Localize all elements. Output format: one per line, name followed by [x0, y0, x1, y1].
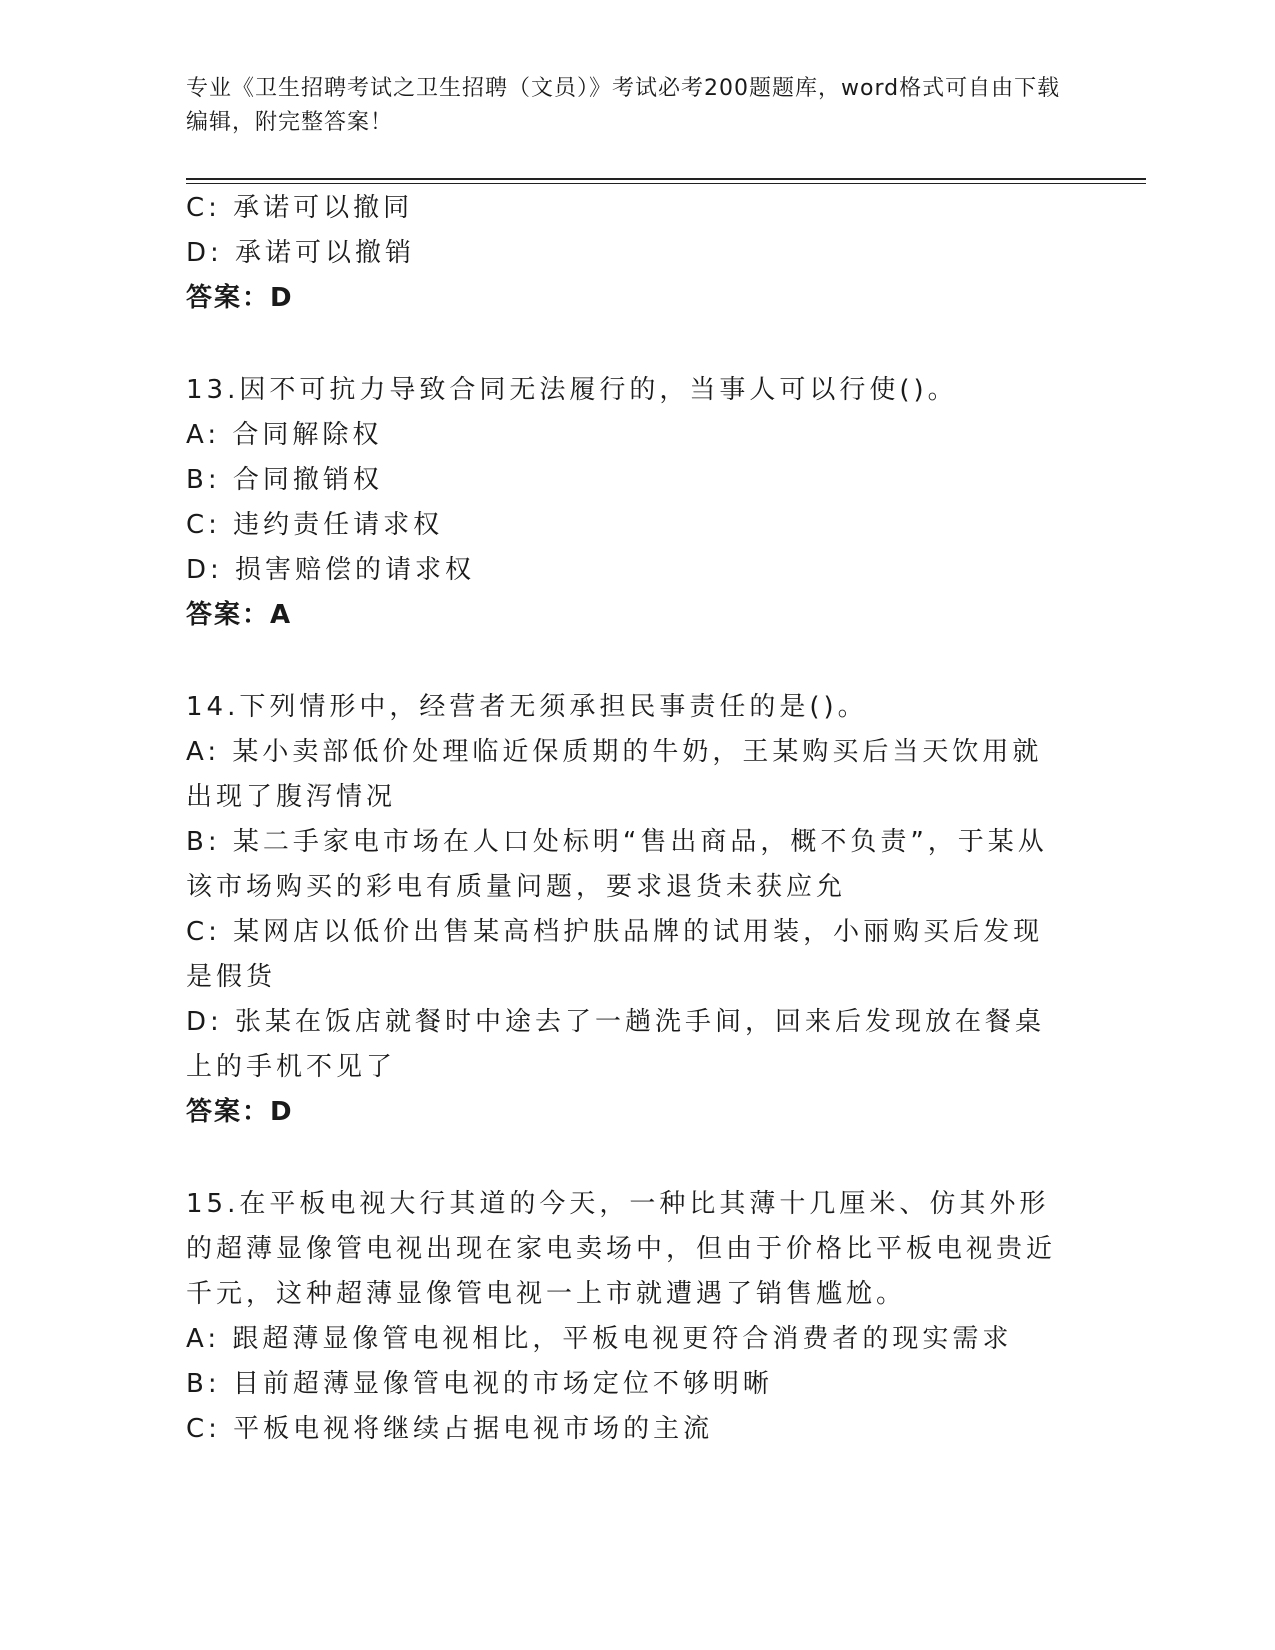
spacer [186, 321, 1066, 368]
spacer [186, 638, 1066, 685]
q15-option-c: C: 平板电视将继续占据电视市场的主流 [186, 1414, 714, 1444]
question-14 [186, 685, 1066, 1135]
q14-option-b: B: 某二手家电市场在人口处标明“售出商品，概不负责”，于某从该市场购买的彩电有质量问题，要求退货未获应允 [186, 827, 1048, 902]
document-header: 专业《卫生招聘考试之卫生招聘（文员）》考试必考200题题库，word格式可自由下载编辑，附完整答案！ [186, 76, 1061, 135]
q13-stem: 13.因不可抗力导致合同无法履行的，当事人可以行使()。 [186, 375, 958, 405]
q14-option-c: C: 某网店以低价出售某高档护肤品牌的试用装，小丽购买后发现是假货 [186, 917, 1044, 992]
q15-option-a: A: 跟超薄显像管电视相比，平板电视更符合消费者的现实需求 [186, 1324, 1013, 1354]
q13-option-a: A: 合同解除权 [186, 420, 383, 450]
q12-answer: 答案：D [186, 283, 294, 313]
question-13 [186, 368, 1066, 638]
q15-option-b: B: 目前超薄显像管电视的市场定位不够明晰 [186, 1369, 773, 1399]
question-list [186, 186, 1066, 1452]
q12-option-c: C: 承诺可以撤同 [186, 193, 414, 223]
q12-option-d: D: 承诺可以撤销 [186, 238, 416, 268]
q13-option-b: B: 合同撤销权 [186, 465, 383, 495]
header-rule-thin [186, 183, 1146, 184]
q14-option-a: A: 某小卖部低价处理临近保质期的牛奶，王某购买后当天饮用就出现了腹泻情况 [186, 737, 1043, 812]
q13-option-c: C: 违约责任请求权 [186, 510, 444, 540]
question-12 [186, 186, 1066, 321]
spacer [186, 1135, 1066, 1182]
q14-stem: 14.下列情形中，经营者无须承担民事责任的是()。 [186, 692, 868, 722]
q13-answer: 答案：A [186, 600, 293, 630]
q14-option-d: D: 张某在饭店就餐时中途去了一趟洗手间，回来后发现放在餐桌上的手机不见了 [186, 1007, 1046, 1082]
q14-answer: 答案：D [186, 1097, 294, 1127]
q13-option-d: D: 损害赔偿的请求权 [186, 555, 476, 585]
q15-stem: 15.在平板电视大行其道的今天，一种比其薄十几厘米、仿其外形的超薄显像管电视出现在家电卖场中，但由于价格比平板电视贵近千元，这种超薄显像管电视一上市就遭遇了销售尴尬。 [186, 1189, 1057, 1309]
question-15 [186, 1182, 1066, 1452]
header-rule-thick [186, 178, 1146, 180]
